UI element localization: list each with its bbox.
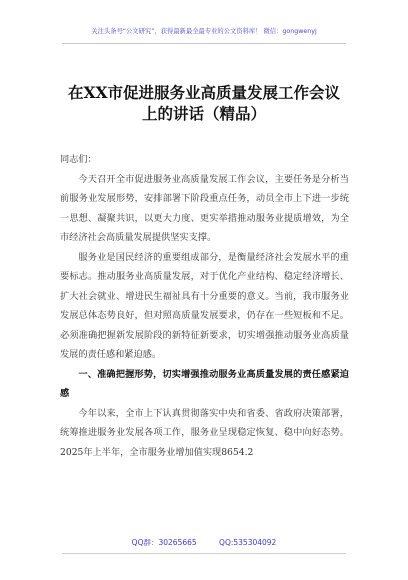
footer-contact [0, 537, 408, 548]
qq-group: QQ群：30265665 [131, 538, 197, 547]
section-paragraph: 今年以来，全市上下认真贯彻落实中央和省委、省政府决策部署，统筹推进服务业发展各项工作，服务业呈现稳定恢复、稳中向好态势。2025年上半年，全市服务业增加值实现8654.2 [60, 407, 349, 458]
body-paragraph: 今天召开全市促进服务业高质量发展工作会议，主要任务是分析当前服务业发展形势，安排部署下阶段重点任务，动员全市上下进一步统一思想、凝聚共识，以更大力度、更实举措推动服务业提质增效，为全市经济社会高质量发展提供坚实支撑。 [60, 173, 349, 243]
header-note: 关注头条号“公文研究”，获得最新最全最专业的公文资料库！ 微信：gongwenyj [91, 28, 317, 35]
title-line-2: 上的讲话（精品） [141, 104, 266, 123]
body-paragraph: 服务业是国民经济的重要组成部分，是衡量经济社会发展水平的重要标志。推动服务业高质量发展，对于优化产业结构、稳定经济增长、扩大社会就业、增进民生福祉具有十分重要的意义。当前，我市服务业发展总体态势良好，但对照高质量发展要求，仍存在一些短板和不足。必须准确把握新发展阶段的新特征新要求，切实增强推动服务业高质量发展的责任感和紧迫感。 [60, 251, 349, 360]
header-divider [62, 43, 346, 44]
title-line-1: 在XX市促进服务业高质量发展工作会议 [67, 83, 341, 102]
document-title [0, 82, 408, 124]
salutation: 同志们： [60, 154, 97, 165]
document-body [60, 150, 349, 462]
section-heading: 一、准确把握形势，切实增强推动服务业高质量发展的责任感紧迫感 [60, 368, 349, 399]
qq-contact: QQ:535304092 [219, 538, 277, 547]
footer-divider [62, 553, 346, 554]
